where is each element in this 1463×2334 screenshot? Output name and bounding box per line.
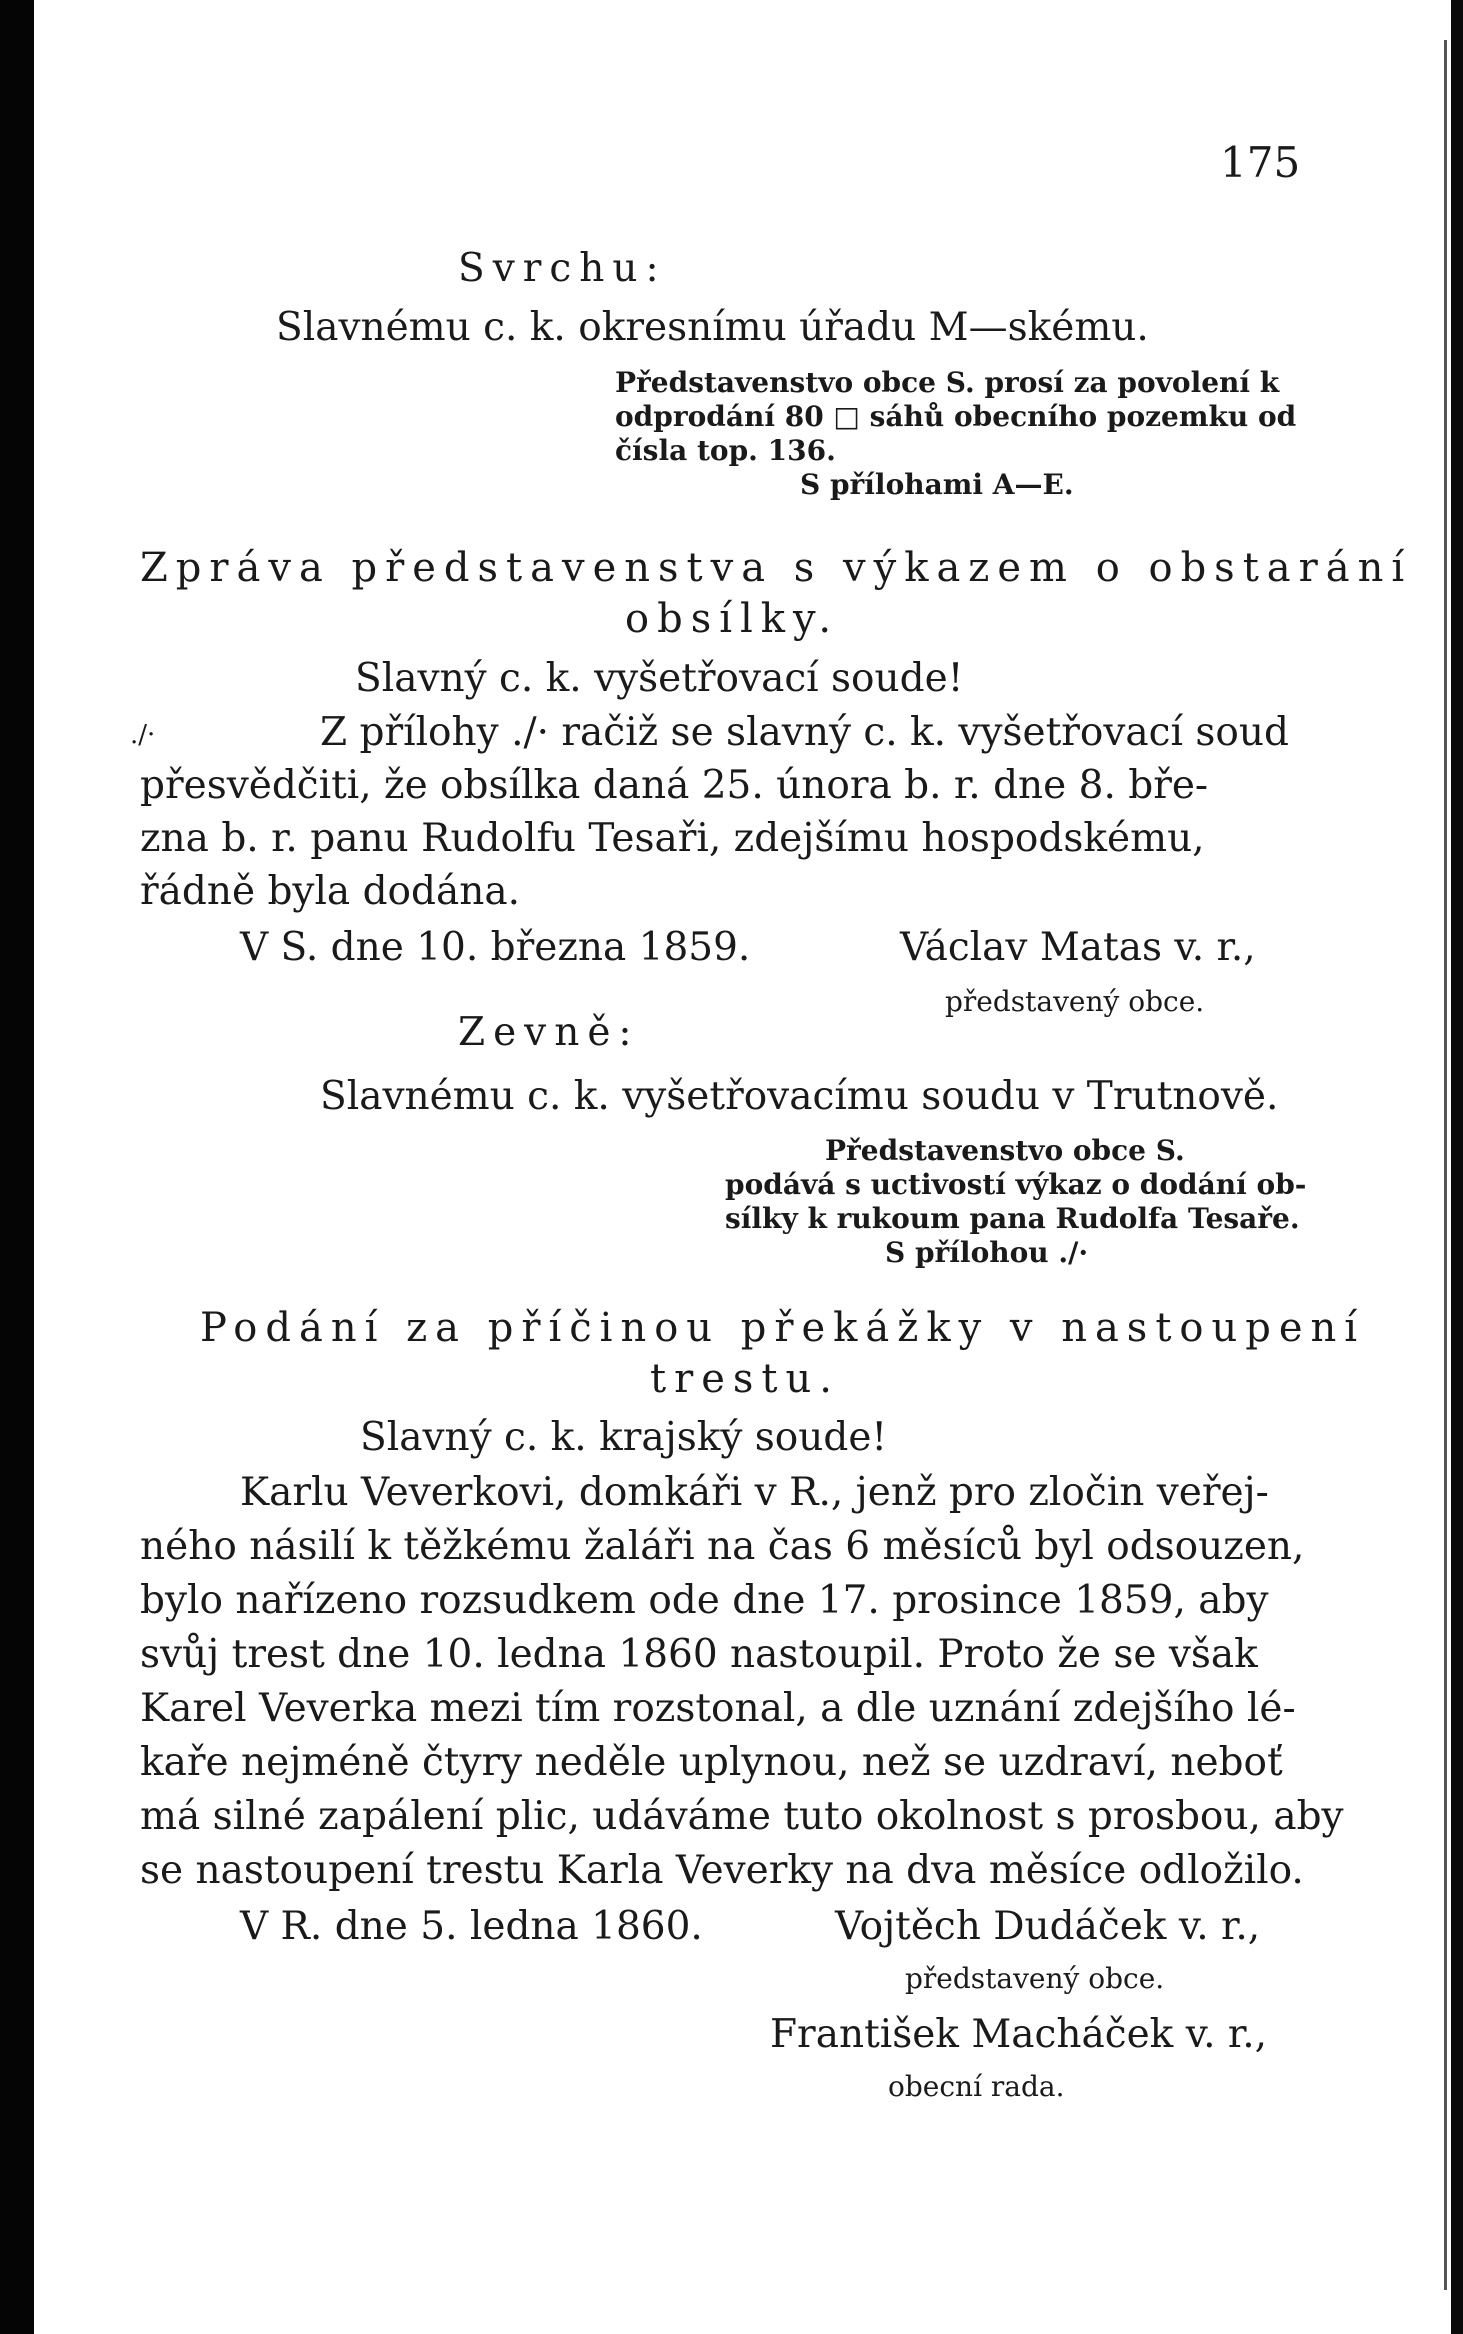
salutation: Slavný c. k. vyšetřovací soude! [355, 656, 964, 701]
signature: Václav Matas v. r., [900, 925, 1256, 970]
body-line: přesvědčiti, že obsílka daná 25. února b. r. dne 8. bře- [140, 763, 1209, 808]
signature: František Macháček v. r., [770, 2012, 1268, 2057]
address-line: Slavnému c. k. okresnímu úřadu M—skému. [276, 305, 1149, 350]
note-line: S přílohami A—E. [800, 468, 1074, 501]
body-line: řádně byla dodána. [140, 869, 521, 914]
body-line: svůj trest dne 10. ledna 1860 nastoupil. Proto že se však [140, 1632, 1258, 1677]
scan-edge-right [1451, 0, 1463, 2334]
note-line: čísla top. 136. [615, 434, 836, 467]
signature-title: představený obce. [945, 985, 1205, 1018]
note-line: S přílohou ./· [885, 1236, 1089, 1269]
margin-mark: ./· [130, 720, 156, 750]
scan-edge-line [1444, 40, 1447, 2290]
address-line: Slavnému c. k. vyšetřovacímu soudu v Trutnově. [320, 1074, 1279, 1119]
body-line: Karlu Veverkovi, domkáři v R., jenž pro zločin veřej- [240, 1470, 1269, 1515]
signature: Vojtěch Dudáček v. r., [835, 1904, 1261, 1949]
note-line: Představenstvo obce S. prosí za povolení k [615, 366, 1280, 399]
body-line: se nastoupení trestu Karla Veverky na dva měsíce odložilo. [140, 1848, 1304, 1893]
scan-edge-left [0, 0, 34, 2334]
book-page [130, 0, 1413, 2334]
section-heading-cont: trestu. [650, 1356, 840, 1402]
section-heading-cont: obsílky. [625, 596, 840, 642]
page-number: 175 [1220, 138, 1301, 187]
body-line: Z přílohy ./· račiž se slavný c. k. vyšetřovací soud [320, 710, 1289, 755]
section-label-outside: Zevně: [458, 1010, 640, 1055]
section-heading: Zpráva představenstva s výkazem o obstarání [140, 545, 1413, 591]
body-line: zna b. r. panu Rudolfu Tesaři, zdejšímu hospodskému, [140, 816, 1205, 861]
body-line: má silné zapálení plic, udáváme tuto okolnost s prosbou, aby [140, 1794, 1344, 1839]
note-line: podává s uctivostí výkaz o dodání ob- [725, 1168, 1307, 1201]
note-line: odprodání 80 □ sáhů obecního pozemku od [615, 400, 1297, 433]
note-line: sílky k rukoum pana Rudolfa Tesaře. [725, 1202, 1300, 1235]
body-line: Karel Veverka mezi tím rozstonal, a dle uznání zdejšího lé- [140, 1686, 1296, 1731]
note-line: Představenstvo obce S. [825, 1134, 1185, 1167]
place-date: V R. dne 5. ledna 1860. [240, 1904, 703, 1949]
body-line: ného násilí k těžkému žaláři na čas 6 měsíců byl odsouzen, [140, 1524, 1305, 1569]
section-heading: Podání za příčinou překážky v nastoupení [200, 1305, 1366, 1351]
body-line: kaře nejméně čtyry neděle uplynou, než se uzdraví, neboť [140, 1740, 1283, 1785]
section-label-outside: Svrchu: [458, 246, 667, 291]
place-date: V S. dne 10. března 1859. [240, 925, 751, 970]
signature-title: představený obce. [905, 1962, 1165, 1995]
salutation: Slavný c. k. krajský soude! [360, 1415, 888, 1460]
body-line: bylo nařízeno rozsudkem ode dne 17. prosince 1859, aby [140, 1578, 1269, 1623]
signature-title: obecní rada. [888, 2070, 1065, 2103]
